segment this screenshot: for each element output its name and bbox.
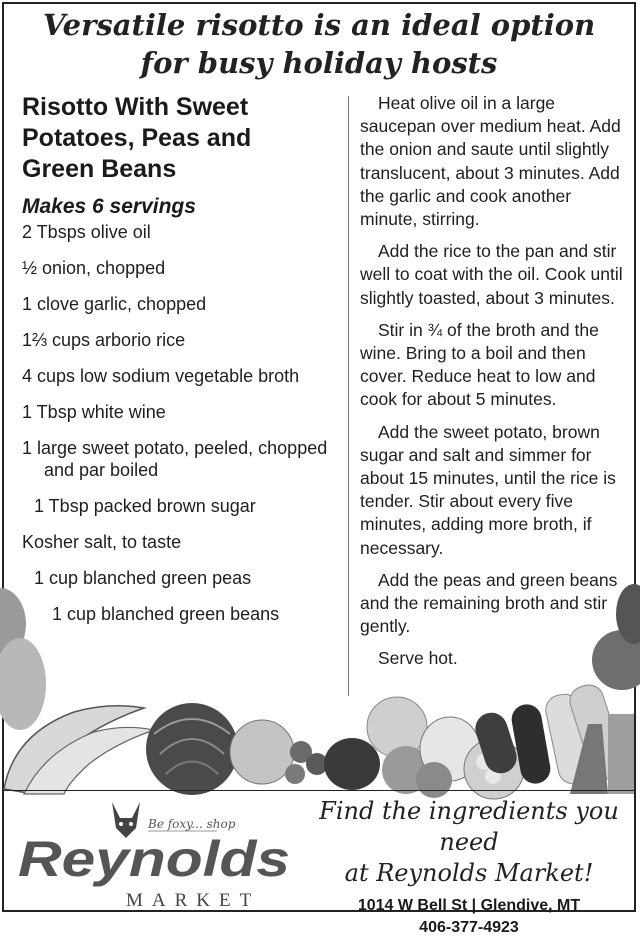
cabbage-icon [146, 703, 238, 795]
headline-line-2: for busy holiday hosts [140, 46, 498, 80]
recipe-title-line: Green Beans [22, 155, 177, 183]
leek-icon [608, 714, 634, 794]
ingredient-item: ½ onion, chopped [22, 258, 166, 278]
tagline-line-1: Find the ingredients you need [319, 797, 619, 856]
direction-step: Add the sweet potato, brown sugar and salt and simmer for about 15 minutes, until the rice is tender. Stir about every five minutes, adding more broth, if necessary. [360, 421, 616, 558]
logo-slogan: Be foxy... shop [148, 817, 236, 831]
recipe-title [22, 92, 340, 185]
ingredient-item: Kosher salt, to taste [22, 532, 182, 552]
ingredient-item: 4 cups low sodium vegetable broth [22, 366, 300, 386]
ingredient-item: 1 Tbsp packed brown sugar [34, 496, 256, 516]
ingredient-item: 1⅔ cups arborio rice [22, 330, 186, 350]
headline [4, 6, 634, 82]
ingredient-item: 1 cup blanched green peas [34, 568, 252, 588]
reynolds-market-logo [12, 794, 302, 912]
ingredient-list [22, 221, 340, 625]
ingredients-column [22, 92, 340, 639]
recipe-title-line: Potatoes, Peas and [22, 124, 252, 152]
direction-step: Heat olive oil in a large saucepan over medium heat. Add the onion and saute until slightly translucent, about 3 minutes. Add the garlic and cook another minute, stirring. [360, 93, 621, 230]
logo-wordmark: Reynolds [18, 831, 290, 887]
tomato-icon [416, 762, 452, 798]
ingredient-item: 1 large sweet potato, peeled, chopped and par boiled [22, 438, 328, 480]
eggplant-icon [324, 738, 380, 790]
tagline-line-2: at Reynolds Market! [344, 859, 594, 887]
ingredient-item: 1 cup blanched green beans [52, 604, 280, 624]
direction-step: Serve hot. [378, 648, 458, 669]
ingredient-item: 1 clove garlic, chopped [22, 294, 207, 314]
direction-step: Add the rice to the pan and stir well to coat with the oil. Cook until slightly toasted, about 3 minutes. [360, 241, 623, 308]
direction-step: Stir in ¾ of the broth and the wine. Bring to a boil and then cover. Reduce heat to low and cook for about 5 minutes. [360, 319, 599, 410]
servings: Makes 6 servings [22, 195, 196, 218]
tomato-icon [285, 764, 305, 784]
store-info [304, 796, 634, 939]
store-address: 1014 W Bell St | Glendive, MT [357, 897, 581, 914]
ingredient-item: 1 Tbsp white wine [22, 402, 166, 422]
recipe-title-line: Risotto With Sweet [22, 93, 249, 121]
headline-line-1: Versatile risotto is an ideal option [42, 8, 596, 42]
orange-icon [230, 720, 294, 784]
logo-subtitle: MARKET [126, 890, 261, 911]
store-phone: 406-377-4923 [419, 919, 519, 936]
footer-divider [4, 790, 634, 791]
gourd-icon [0, 638, 46, 730]
ingredient-item: 2 Tbsps olive oil [22, 222, 151, 242]
direction-step: Add the peas and green beans and the remaining broth and stir gently. [360, 569, 618, 637]
produce-illustration [4, 584, 634, 794]
ad-frame [2, 2, 636, 936]
